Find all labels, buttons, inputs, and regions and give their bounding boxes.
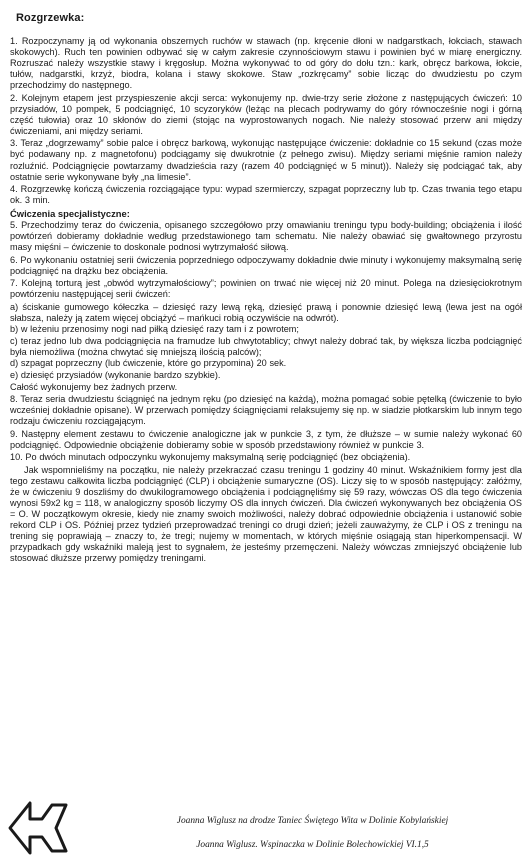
paragraph-7a: a) ściskanie gumowego kółeczka – dziesięć razy lewą ręką, dziesięć prawą i ponownie dziesięć lewą (lewa jest na ogół słabsza, należy ją zatem więcej obciążyć – mańkuci robią oczywiście na odwrót). [10,301,522,323]
paragraph-5: 5. Przechodzimy teraz do ćwiczenia, opisanego szczegółowo przy omawianiu treningu typu body-building; obciążenia i ilość powtórzeń dobieramy dokładnie według przedstawionego tam schematu. Nie należy obawiać się gwałtownego przyrostu masy mięśni – ćwiczenie to doskonale podnosi wytrzymałość siłową. [10,219,522,252]
paragraph-7-summary: Całość wykonujemy bez żadnych przerw. [10,381,178,392]
paragraph-7d: d) szpagat poprzeczny (lub ćwiczenie, które go przypomina) 20 sek. [10,358,287,369]
left-arrow-icon [6,795,76,861]
paragraph-7e: e) dziesięć przysiadów (wykonanie bardzo szybkie). [10,370,221,381]
paragraph-8: 8. Teraz seria dwudziestu ściągnięć na jednym ręku (po dziesięć na każdą), można pomagać sobie pętelką (ćwiczenie to było wcześniej dokładnie opisane). W przerwach pomiędzy ściągnięciami relaksujemy się np. w siadzie płotkarskim lub innym tego rodzaju ćwiczeniu rozciągającym. [10,394,522,427]
photo-credit-1: Joanna Wiglusz na drodze Taniec Świętego Wita w Dolinie Kobylańskiej [176,816,449,826]
paragraph-4: 4. Rozgrzewkę kończą ćwiczenia rozciągające typu: wypad szermierczy, szpagat poprzeczny lub tp. Czas trwania tego etapu ok. 3 min. [10,184,522,206]
photo-credits-footer [0,795,532,865]
paragraph-9: 9. Następny element zestawu to ćwiczenie analogiczne jak w punkcie 3, z tym, że dłuższe – w sumie należy wykonać 60 podciągnięć. Odpowiednie obciążenie dobieramy sobie w sposób przedstawiony również w punkcie 3. [10,428,522,450]
paragraph-10: 10. Po dwóch minutach odpoczynku wykonujemy maksymalną serię podciągnięć (bez obciążenia). [10,452,411,463]
paragraph-7b: b) w leżeniu przenosimy nogi nad piłką dziesięć razy tam i z powrotem; [10,324,299,335]
paragraph-3: 3. Teraz „dogrzewamy” sobie palce i obręcz barkową, wykonując następujące ćwiczenie: dokładnie co 15 sekund (czas może być podawany np. z magnetofonu) podciągamy się dwukrotnie (z pełnego zwisu). Między seriami mięśnie ramion należy rozluźnić. Podciągnięcie powtarzamy dwadzieścia razy (razem 40 podciągnięć w 5 minut)). Należy się podciągać tak, aby ostatnie serie wykonywane były „na limesie”. [10,138,522,182]
closing-paragraph: Jak wspomnieliśmy na początku, nie należy przekraczać czasu treningu 1 godziny 40 minut. Wskaźnikiem formy jest dla tego zestawu całkowita liczba podciągnięć (CLP) i obciążenie sumaryczne (OS). Liczy się to w sposób następujący: załóżmy, że w ćwiczeniu 9 doszliśmy do dwukilogramowego obciążenia i podciągnęliśmy się 59 razy, wówczas OS dla tego ćwiczenia wynosi 59x2 kg = 118, w analogiczny sposób liczymy OS dla innych ćwiczeń. Dla ćwiczeń wykonywanych bez obciążenia OS = O. W początkowym okresie, kiedy nie znamy swoich możliwości, należy dobrać odpowiednie obciążenia i ustanowić sobie rekord CLP i OS. Później przez tydzień przeprowadzać treningi co drugi dzień; jeżeli zauważymy, że CLP i OS z treningu na trening się poprawiają – znaczy to, że tregi; nujemy w momentach, w których mięśnie osiągają stan hiperkompensacji. W przypadkach gdy wskaźniki maleją jest to sygnałem, że jesteśmy przemęczeni. Należy wówczas zmniejszyć obciążenie lub stosować dłuższe przerwy pomiędzy treningami. [10,464,522,564]
section-heading-warmup: Rozgrzewka: [16,12,85,24]
paragraph-7: 7. Kolejną torturą jest „obwód wytrzymałościowy”; powinien on trwać nie więcej niż 20 minut. Polega na dziesięciokrotnym powtórzeniu następującej serii ćwiczeń: [10,278,522,300]
section-heading-special: Ćwiczenia specjalistyczne: [10,207,130,219]
paragraph-2: 2. Kolejnym etapem jest przyspieszenie akcji serca: wykonujemy np. dwie-trzy serie złożone z następujących ćwiczeń: 10 przysiadów, 10 pompek, 5 podciągnięć, 10 scyzoryków (leżąc na plecach podrywamy do góry równocześnie nogi i górną część tułowia) oraz 10 skłonów do ziemi (stojąc na wyprostowanych nogach. Nie należy stosować przerw ani między ćwiczeniami, ani między seriami. [10,92,522,136]
paragraph-1: 1. Rozpoczynamy ją od wykonania obszernych ruchów w stawach (np. kręcenie dłoni w nadgarstkach, łokciach, stawach skokowych). Ruch ten powinien odbywać się w całym zakresie czynnościowym stawu i powinien być w miarę energiczny. Rozruszać należy wszystkie stawy i kręgosłup. Można wykonywać to od góry do dołu tzn.: kark, obręcz barkowa, łokcie, tułów, nadgarstki, krzyż, biodra, kolana i stawy skokowe. Staw „rozkręcamy” sobie licząc do dwudziestu po czym przechodzimy do następnego. [10,36,522,91]
paragraph-6: 6. Po wykonaniu ostatniej serii ćwiczenia poprzedniego odpoczywamy dokładnie dwie minuty i wykonujemy maksymalną serię podciągnięć na drążku bez obciążenia. [10,254,522,276]
paragraph-7c: c) teraz jedno lub dwa podciągnięcia na framudze lub chwytotablicy; chwyt należy dobrać tak, by większa liczba podciągnięć była niemożliwa (można chwytać się mniejszą ilością palców); [10,335,522,357]
photo-credit-2: Joanna Wiglusz. Wspinaczka w Dolinie Bolechowickiej VI.1,5 [196,840,429,850]
